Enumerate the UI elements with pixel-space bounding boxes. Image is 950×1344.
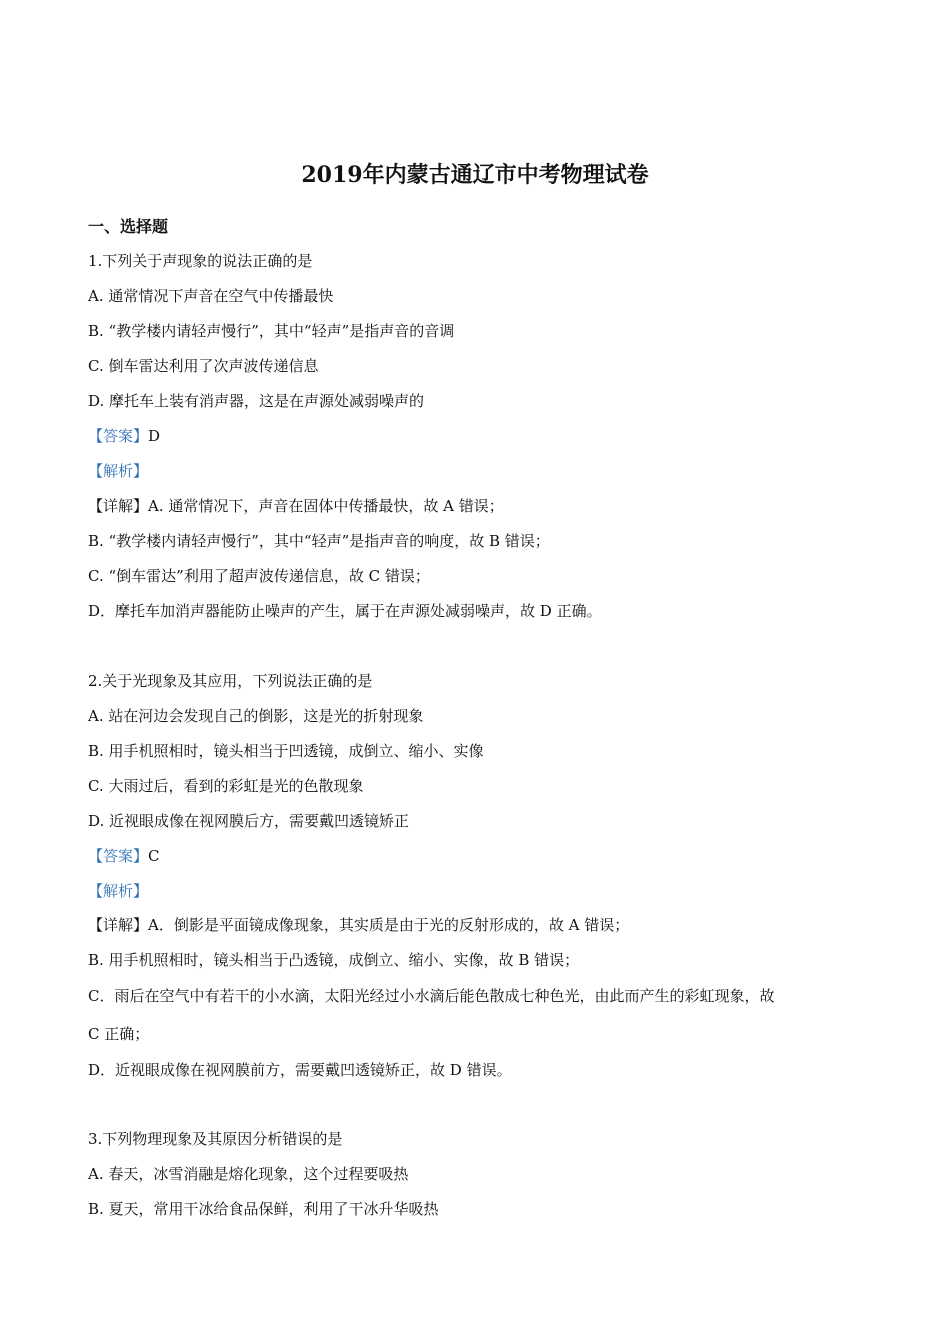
detail-line: B. 用手机照相时，镜头相当于凸透镜，成倒立、缩小、实像，故 B 错误； [88,951,580,969]
option-d: D. 近视眼成像在视网膜后方，需要戴凹透镜矫正 [88,812,410,830]
answer-line [88,844,868,868]
detail-text: A. 通常情况下，声音在固体中传播最快，故 A 错误； [148,497,504,515]
question-stem: 2.关于光现象及其应用，下列说法正确的是 [88,672,373,690]
detail-tag: 【详解】 [88,497,149,515]
detail-line: D．近视眼成像在视网膜前方，需要戴凹透镜矫正，故 D 错误。 [88,1061,512,1079]
analysis-tag: 【解析】 [88,462,149,480]
question-stem: 3.下列物理现象及其原因分析错误的是 [88,1130,343,1148]
answer-value: C [148,847,160,865]
detail-line [88,913,868,937]
detail-text: A．倒影是平面镜成像现象，其实质是由于光的反射形成的，故 A 错误； [148,916,630,934]
answer-tag: 【答案】 [88,847,149,865]
option-b: B. 夏天，常用干冰给食品保鲜，利用了干冰升华吸热 [88,1200,439,1218]
section-heading: 一、选择题 [88,217,169,236]
detail-line: C. “倒车雷达”利用了超声波传递信息，故 C 错误； [88,567,430,585]
answer-value: D [148,427,161,445]
analysis-tag: 【解析】 [88,882,149,900]
detail-line [88,494,868,518]
question-stem: 1.下列关于声现象的说法正确的是 [88,252,313,270]
option-a: A. 通常情况下声音在空气中传播最快 [88,287,334,305]
option-c: C. 大雨过后，看到的彩虹是光的色散现象 [88,777,364,795]
option-c: C. 倒车雷达利用了次声波传递信息 [88,357,319,375]
detail-tag: 【详解】 [88,916,149,934]
detail-line: C．雨后在空气中有若干的小水滴，太阳光经过小水滴后能色散成七种色光，由此而产生的彩虹现象，故 [88,987,775,1005]
detail-line: C 正确； [88,1025,150,1043]
answer-tag: 【答案】 [88,427,149,445]
option-a: A. 站在河边会发现自己的倒影，这是光的折射现象 [88,707,424,725]
page-title: 2019年内蒙古通辽市中考物理试卷 [301,162,649,188]
detail-line: B. “教学楼内请轻声慢行”，其中“轻声”是指声音的响度，故 B 错误； [88,532,550,550]
detail-line: D．摩托车加消声器能防止噪声的产生，属于在声源处减弱噪声，故 D 正确。 [88,602,602,620]
option-b: B. 用手机照相时，镜头相当于凹透镜，成倒立、缩小、实像 [88,742,484,760]
answer-line [88,424,868,448]
option-d: D. 摩托车上装有消声器，这是在声源处减弱噪声的 [88,392,425,410]
option-b: B. “教学楼内请轻声慢行”，其中“轻声”是指声音的音调 [88,322,455,340]
option-a: A. 春天，冰雪消融是熔化现象，这个过程要吸热 [88,1165,409,1183]
